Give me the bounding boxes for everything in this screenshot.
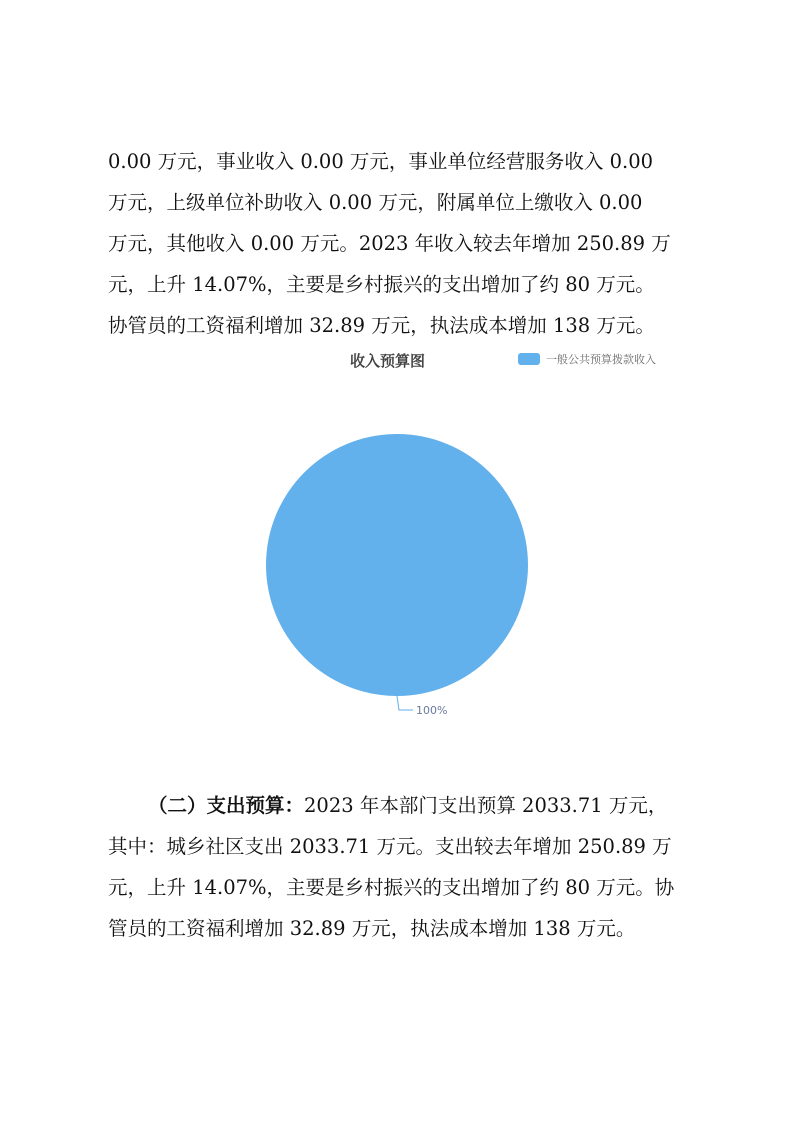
pie-slice[interactable] [266,434,528,696]
chart-legend[interactable] [518,351,656,367]
text-line: 元，上升 14.07%，主要是乡村振兴的支出增加了约 80 万元。协 [108,876,675,899]
paragraph-income-summary [108,141,698,346]
pie-slice-label: 100% [416,704,448,717]
pie-chart-svg [250,345,690,725]
legend-label: 一般公共预算拨款收入 [546,353,656,366]
section-heading: （二）支出预算： [148,794,305,817]
income-budget-pie-chart [250,345,690,725]
legend-swatch [518,353,540,365]
text-fragment: 2023 年本部门支出预算 2033.71 万元， [304,794,668,817]
pie-leader-line [397,696,413,710]
chart-title: 收入预算图 [350,352,426,370]
text-line: 万元，其他收入 0.00 万元。2023 年收入较去年增加 250.89 万 [108,232,671,255]
text-line: 万元，上级单位补助收入 0.00 万元，附属单位上缴收入 0.00 [108,191,643,214]
text-line: 0.00 万元，事业收入 0.00 万元，事业单位经营服务收入 0.00 [108,150,654,173]
text-line: 元，上升 14.07%，主要是乡村振兴的支出增加了约 80 万元。 [108,273,655,296]
text-line: 协管员的工资福利增加 32.89 万元，执法成本增加 138 万元。 [108,314,655,337]
text-line [108,785,698,826]
paragraph-expenditure-budget [108,785,698,949]
text-line: 管员的工资福利增加 32.89 万元，执法成本增加 138 万元。 [108,917,636,940]
text-line: 其中：城乡社区支出 2033.71 万元。支出较去年增加 250.89 万 [108,835,672,858]
